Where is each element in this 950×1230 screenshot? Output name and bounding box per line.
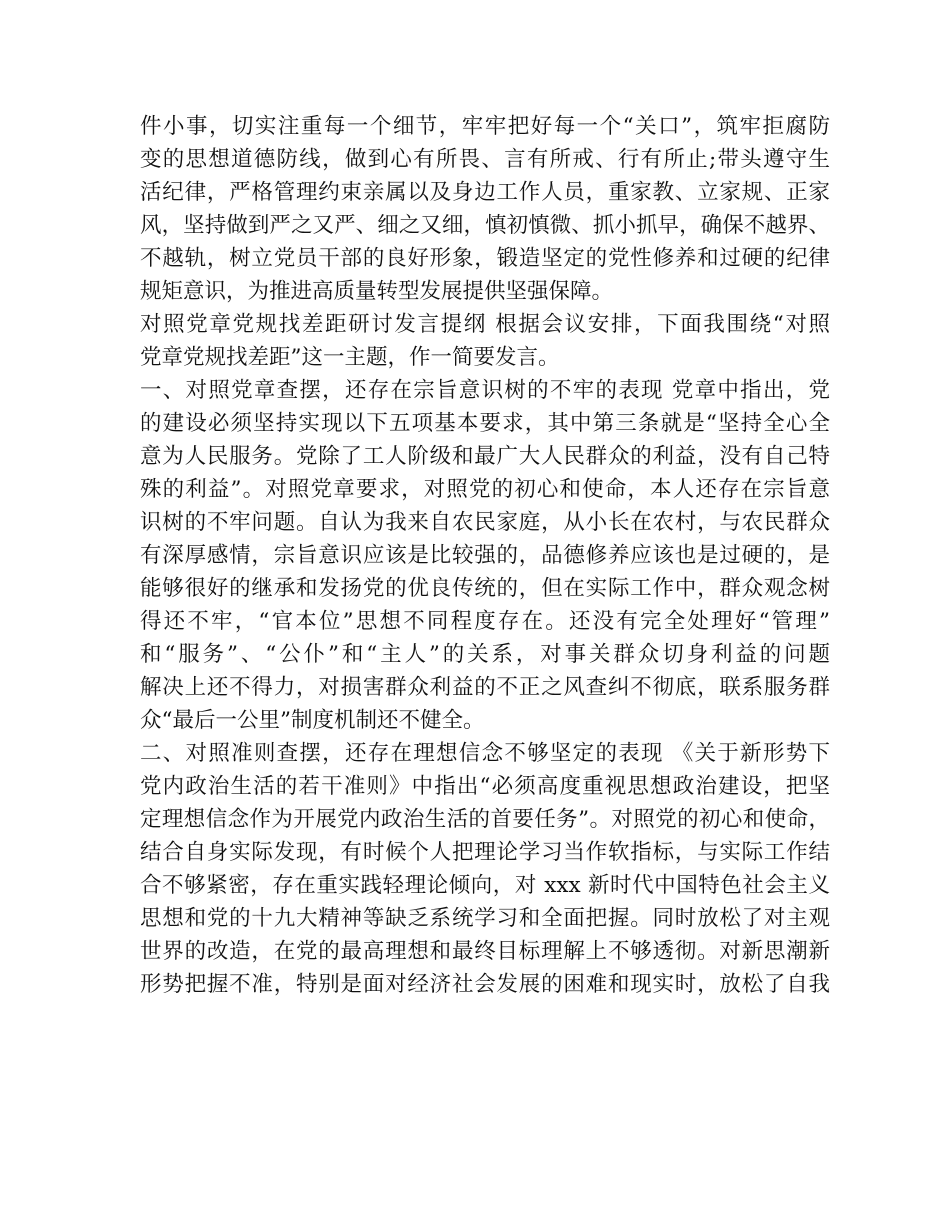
text-line: 得还不牢，“官本位”思想不同程度存在。还没有完全处理好“管理” [140,609,830,634]
text-line: 规矩意识，为推进高质量转型发展提供坚强保障。 [140,279,614,304]
text-line: 的建设必须坚持实现以下五项基本要求，其中第三条就是“坚持全心全 [140,411,830,436]
text-line: 众“最后一公里”制度机制还不健全。 [140,708,485,733]
text-line: 党内政治生活的若干准则》中指出“必须高度重视思想政治建设，把坚 [140,774,830,799]
text-line: 定理想信念作为开展党内政治生活的首要任务”。对照党的初心和使命， [140,807,830,832]
text-line: 思想和党的十九大精神等缺乏系统学习和全面把握。同时放松了对主观 [140,906,830,931]
text-line: 风，坚持做到严之又严、细之又细，慎初慎微、抓小抓早，确保不越界、 [140,213,830,238]
text-line: 解决上还不得力，对损害群众利益的不正之风查纠不彻底，联系服务群 [140,675,830,700]
text-line: 党章党规找差距”这一主题，作一简要发言。 [140,345,560,370]
text-line: 一、对照党章查摆，还存在宗旨意识树的不牢的表现 党章中指出，党 [140,378,830,403]
text-line: 合不够紧密，存在重实践轻理论倾向，对 xxx 新时代中国特色社会主义 [140,873,830,898]
text-line: 件小事，切实注重每一个细节，牢牢把好每一个“关口”，筑牢拒腐防 [140,114,830,139]
text-line: 二、对照准则查摆，还存在理想信念不够坚定的表现 《关于新形势下 [140,741,830,766]
text-line: 有深厚感情，宗旨意识应该是比较强的，品德修养应该也是过硬的，是 [140,543,830,568]
text-line: 殊的利益”。对照党章要求，对照党的初心和使命，本人还存在宗旨意 [140,477,830,502]
text-line: 变的思想道德防线，做到心有所畏、言有所戒、行有所止;带头遵守生 [140,147,830,172]
text-line: 世界的改造，在党的最高理想和最终目标理解上不够透彻。对新思潮新 [140,939,830,964]
text-line: 对照党章党规找差距研讨发言提纲 根据会议安排，下面我围绕“对照 [140,312,830,337]
text-line: 能够很好的继承和发扬党的优良传统的，但在实际工作中，群众观念树 [140,576,830,601]
text-line: 活纪律，严格管理约束亲属以及身边工作人员，重家教、立家规、正家 [140,180,830,205]
text-line: 识树的不牢问题。自认为我来自农民家庭，从小长在农村，与农民群众 [140,510,830,535]
text-line: 意为人民服务。党除了工人阶级和最广大人民群众的利益，没有自己特 [140,444,830,469]
document-body-text [140,110,830,1001]
text-line: 结合自身实际发现，有时候个人把理论学习当作软指标，与实际工作结 [140,840,830,865]
text-line: 不越轨，树立党员干部的良好形象，锻造坚定的党性修养和过硬的纪律 [140,246,830,271]
text-line: 形势把握不准，特别是面对经济社会发展的困难和现实时，放松了自我 [140,972,830,997]
text-line: 和“服务”、“公仆”和“主人”的关系，对事关群众切身利益的问题 [140,642,830,667]
